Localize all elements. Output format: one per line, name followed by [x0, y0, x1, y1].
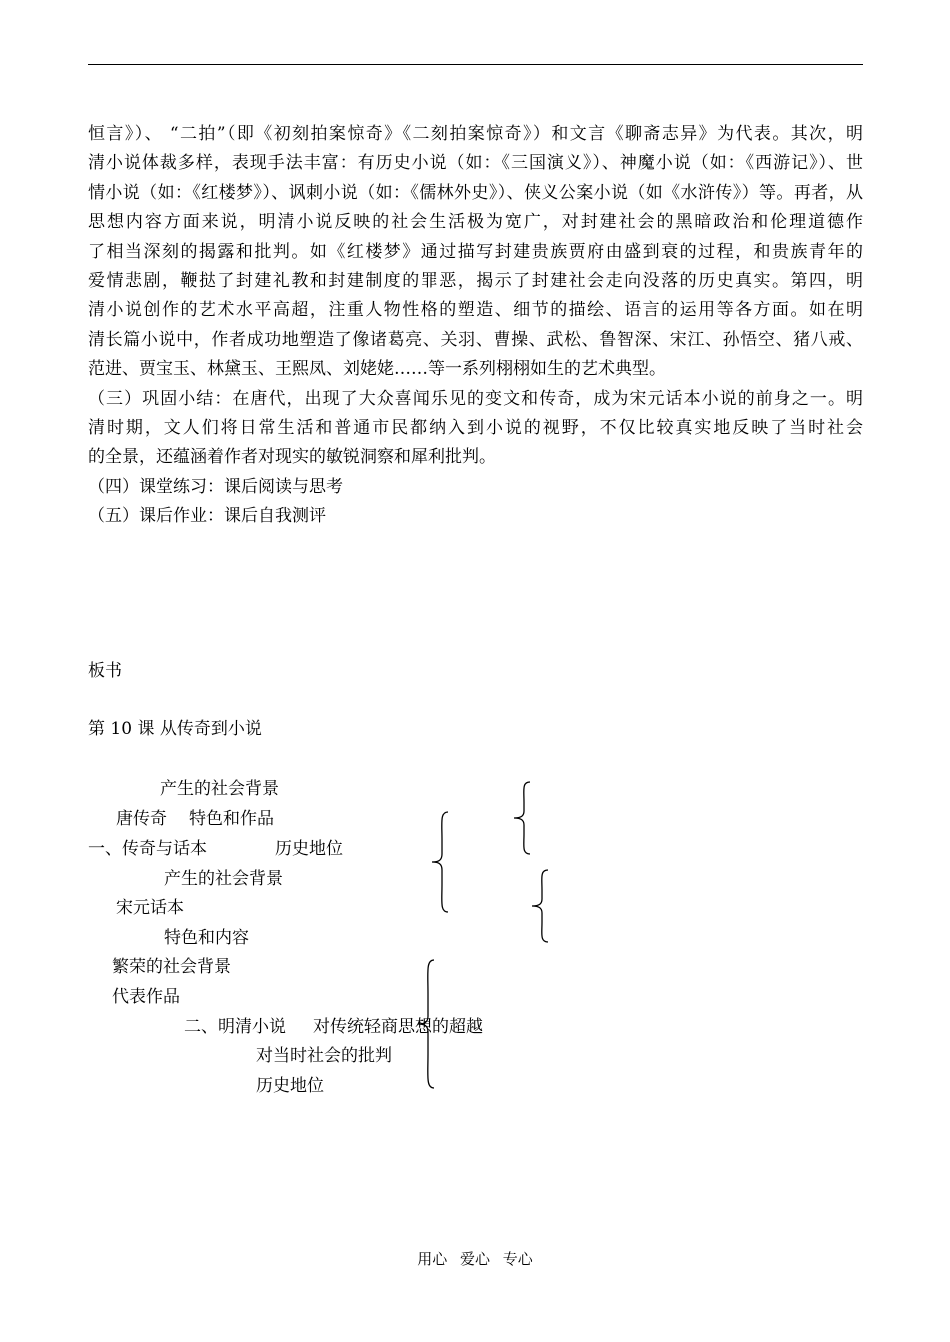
outline-song-label: 宋元话本: [116, 898, 184, 918]
body-line: 了相当深刻的揭露和批判。如《红楼梦》通过描写封建贵族贾府由盛到衰的过程，和贵族青年的: [88, 241, 863, 262]
outline-song-background: 产生的社会背景: [164, 869, 283, 889]
outline-ming-status: 历史地位: [256, 1076, 324, 1096]
body-line: 范进、贾宝玉、林黛玉、王熙凤、刘姥姥……等一系列栩栩如生的艺术典型。: [88, 359, 666, 380]
body-line: 清小说创作的艺术水平高超，注重人物性格的塑造、细节的描绘、语言的运用等各方面。如在明: [88, 300, 863, 321]
exercise-line: （四）课堂练习：课后阅读与思考: [88, 476, 343, 497]
body-text: [88, 120, 863, 531]
lesson-title: 第 10 课 从传奇到小说: [88, 719, 262, 739]
outline-song-features: 特色和内容: [164, 928, 249, 948]
homework-line: （五）课后作业：课后自我测评: [88, 506, 326, 527]
body-line: 清长篇小说中，作者成功地塑造了像诸葛亮、关羽、曹操、武松、鲁智深、宋江、孙悟空、猪八戒、: [88, 329, 863, 350]
footer-word: 专心: [502, 1250, 533, 1268]
outline-ming-works: 代表作品: [112, 987, 180, 1007]
body-line: 爱情悲剧，鞭挞了封建礼教和封建制度的罪恶，揭示了封建社会走向没落的历史真实。第四，明: [88, 270, 863, 291]
summary-line: 的全景，还蕴涵着作者对现实的敏锐洞察和犀利批判。: [88, 447, 496, 468]
summary-line: 清时期，文人们将日常生活和普通市民都纳入到小说的视野，不仅比较真实地反映了当时社会: [88, 417, 863, 438]
outline-tang-features: 特色和作品: [189, 809, 274, 829]
body-line: 情小说（如：《红楼梦》）、讽刺小说（如：《儒林外史》）、侠义公案小说（如《水浒传》）等。再者，从: [88, 182, 863, 203]
body-line: 思想内容方面来说，明清小说反映的社会生活极为宽广，对封建社会的黑暗政治和伦理道德作: [88, 212, 863, 233]
outline-section1-label: 一、传奇与话本: [88, 839, 207, 859]
footer-word: 用心: [417, 1250, 448, 1268]
outline-ming-background: 繁荣的社会背景: [112, 957, 231, 977]
page-footer: [0, 1248, 950, 1269]
outline-section2-label: 二、明清小说: [184, 1017, 286, 1037]
song-brace: [528, 868, 550, 944]
outline-ming-transcend: 对传统轻商思想的超越: [313, 1017, 483, 1037]
outline-tang-status: 历史地位: [275, 839, 343, 859]
section1-brace: [428, 810, 450, 914]
outline-ming-critique: 对当时社会的批判: [256, 1046, 392, 1066]
body-line: 恒言》）、 “二拍”（即《初刻拍案惊奇》《二刻拍案惊奇》）和文言《聊斋志异》为代表。其次，明: [88, 124, 863, 144]
outline-tang-background: 产生的社会背景: [160, 779, 279, 799]
body-line: 清小说体裁多样，表现手法丰富：有历史小说（如：《三国演义》）、神魔小说（如：《西游记》）、世: [88, 153, 863, 174]
summary-line: （三）巩固小结：在唐代，出现了大众喜闻乐见的变文和传奇，成为宋元话本小说的前身之一。明: [88, 388, 863, 409]
tang-brace: [510, 780, 532, 856]
board-heading: 板书: [88, 661, 122, 681]
outline-tang-label: 唐传奇: [116, 809, 167, 829]
footer-word: 爱心: [459, 1250, 490, 1268]
header-rule: [88, 64, 863, 65]
section2-brace: [414, 958, 436, 1090]
